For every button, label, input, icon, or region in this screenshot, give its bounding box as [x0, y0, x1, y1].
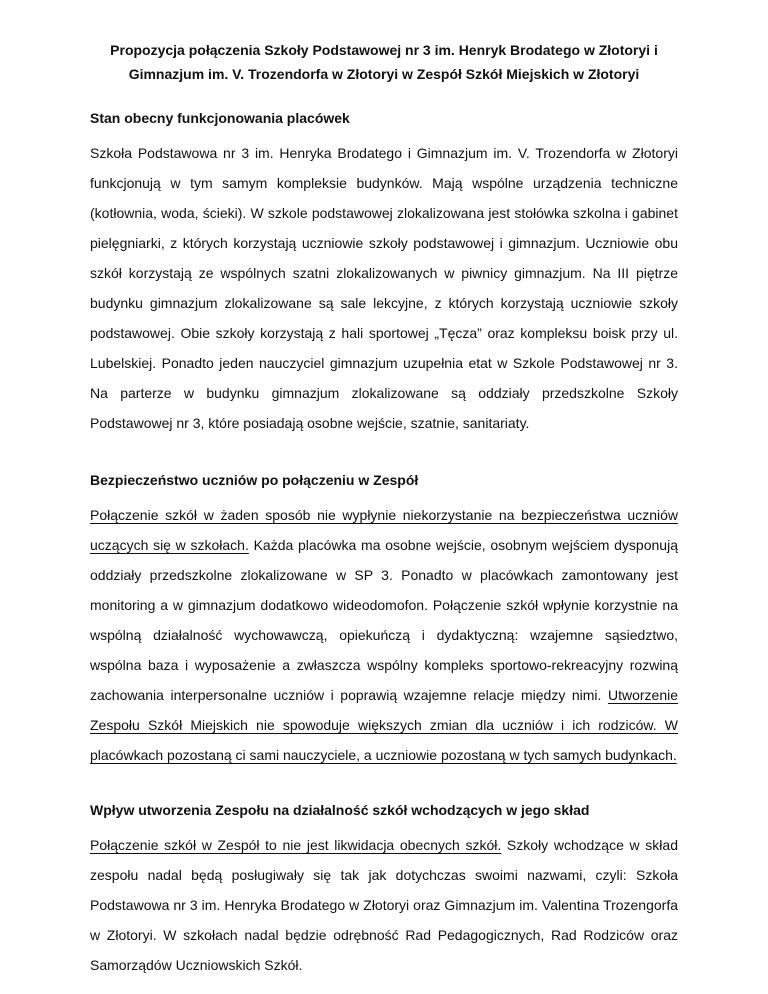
section-heading: Bezpieczeństwo uczniów po połączeniu w Zespół [90, 472, 419, 488]
title-line-1: Propozycja połączenia Szkoły Podstawowej nr 3 im. Henryk Brodatego w Złotoryi i [110, 42, 658, 58]
section-current-state [90, 108, 678, 438]
title-line-2: Gimnazjum im. V. Trozendorfa w Złotoryi w Zespół Szkół Miejskich w Złotoryi [128, 66, 640, 82]
underlined-statement: Utworzenie Zespołu Szkół Miejskich nie spowoduje większych zmian dla uczniów i ich rodziców. W placówkach pozostaną ci sami nauczyciele, a uczniowie pozostaną w tych samych budynkach. [90, 687, 678, 763]
section-heading: Wpływ utworzenia Zespołu na działalność szkół wchodzących w jego skład [90, 802, 590, 818]
section-impact [90, 800, 678, 980]
paragraph-text: Każda placówka ma osobne wejście, osobnym wejściem dysponują oddziały przedszkolne zlokalizowane w SP 3. Ponadto w placówkach zamontowany jest monitoring a w gimnazjum dodatkowo wideodomofon. Połączenie szkół wpłynie korzystnie na wspólną działalność wychowawczą, opiekuńczą i dydaktyczną: wzajemne sąsiedztwo, wspólna baza i wyposażenie a zwłaszcza wspólny kompleks sportowo-rekreacyjny rozwiną zachowania interpersonalne uczniów i poprawią wzajemne relacje między nimi. [90, 537, 678, 703]
underlined-statement: Połączenie szkół w żaden sposób nie wypłynie niekorzystanie na bezpieczeństwa uczniów uczących się w szkołach. [90, 507, 678, 553]
section-heading: Stan obecny funkcjonowania placówek [90, 110, 350, 126]
section-paragraph [90, 830, 678, 980]
section-paragraph: Szkoła Podstawowa nr 3 im. Henryka Brodatego i Gimnazjum im. V. Trozendorfa w Złotoryi funkcjonują w tym samym kompleksie budynków. Mają wspólne urządzenia techniczne (kotłownia, woda, ścieki). W szkole podstawowej zlokalizowana jest stołówka szkolna i gabinet pielęgniarki, z których korzystają uczniowie szkoły podstawowej i gimnazjum. Uczniowie obu szkół korzystają ze wspólnych szatni zlokalizowanych w piwnicy gimnazjum. Na III piętrze budynku gimnazjum zlokalizowane są sale lekcyjne, z których korzystają uczniowie szkoły podstawowej. Obie szkoły korzystają z hali sportowej „Tęcza” oraz kompleksu boisk przy ul. Lubelskiej. Ponadto jeden nauczyciel gimnazjum uzupełnia etat w Szkole Podstawowej nr 3. Na parterze w budynku gimnazjum zlokalizowane są oddziały przedszkolne Szkoły Podstawowej nr 3, które posiadają osobne wejście, szatnie, sanitariaty. [90, 145, 678, 431]
section-safety [90, 470, 678, 770]
section-paragraph [90, 500, 678, 770]
underlined-statement: Połączenie szkół w Zespół to nie jest likwidacja obecnych szkół. [90, 837, 502, 853]
paragraph-text: Szkoły wchodzące w skład zespołu nadal będą posługiwały się tak jak dotychczas swoimi nazwami, czyli: Szkoła Podstawowa nr 3 im. Henryka Brodatego w Złotoryi oraz Gimnazjum im. Valentina Trozengorfa w Złotoryi. W szkołach nadal będzie odrębność Rad Pedagogicznych, Rad Rodziców oraz Samorządów Uczniowskich Szkół. [90, 837, 678, 973]
document-title [90, 38, 678, 86]
